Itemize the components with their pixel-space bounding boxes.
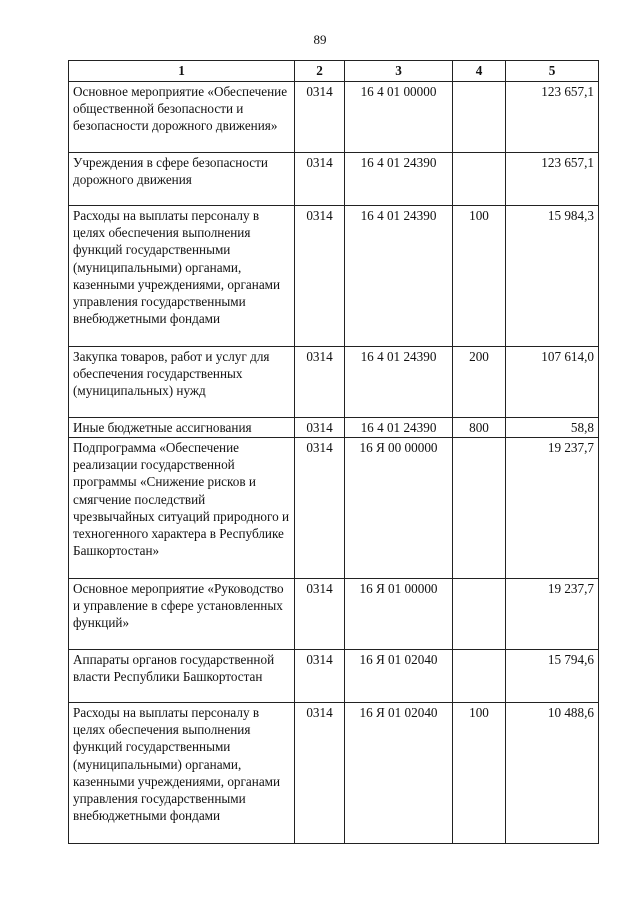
table-row	[69, 418, 599, 438]
row-name: Подпрограмма «Обеспечение реализации государственной программы «Снижение рисков и смягчение последствий чрезвычайных ситуаций природного и техногенного характера в Республике Башкортостан»	[69, 438, 295, 579]
header-col-1: 1	[69, 61, 295, 82]
row-target: 16 Я 00 00000	[345, 438, 453, 579]
header-col-5: 5	[506, 61, 599, 82]
row-amount: 123 657,1	[506, 153, 599, 206]
row-target: 16 4 01 24390	[345, 418, 453, 438]
row-target: 16 4 01 00000	[345, 82, 453, 153]
row-section: 0314	[295, 418, 345, 438]
row-expense-type	[453, 82, 506, 153]
row-target: 16 Я 01 00000	[345, 579, 453, 650]
table-row	[69, 579, 599, 650]
table-row	[69, 703, 599, 844]
row-expense-type	[453, 650, 506, 703]
header-row	[69, 61, 599, 82]
row-section: 0314	[295, 347, 345, 418]
row-section: 0314	[295, 579, 345, 650]
header-col-2: 2	[295, 61, 345, 82]
row-name: Закупка товаров, работ и услуг для обеспечения государственных (муниципальных) нужд	[69, 347, 295, 418]
row-amount: 123 657,1	[506, 82, 599, 153]
row-section: 0314	[295, 153, 345, 206]
row-name: Иные бюджетные ассигнования	[69, 418, 295, 438]
row-section: 0314	[295, 82, 345, 153]
page-number: 89	[313, 32, 327, 47]
row-section: 0314	[295, 650, 345, 703]
row-name: Расходы на выплаты персоналу в целях обеспечения выполнения функций государственными (муниципальными) органами, казенными учреждениями, органами управления государственными внебюджетными фондами	[69, 703, 295, 844]
row-expense-type	[453, 153, 506, 206]
row-target: 16 Я 01 02040	[345, 703, 453, 844]
budget-table	[68, 60, 599, 844]
row-name: Аппараты органов государственной власти Республики Башкортостан	[69, 650, 295, 703]
row-target: 16 4 01 24390	[345, 206, 453, 347]
row-section: 0314	[295, 703, 345, 844]
row-expense-type: 100	[453, 206, 506, 347]
table-row	[69, 153, 599, 206]
table-row	[69, 206, 599, 347]
table-row	[69, 82, 599, 153]
row-name: Основное мероприятие «Руководство и управление в сфере установленных функций»	[69, 579, 295, 650]
row-expense-type: 800	[453, 418, 506, 438]
table-header	[69, 61, 599, 82]
row-name: Учреждения в сфере безопасности дорожного движения	[69, 153, 295, 206]
row-amount: 19 237,7	[506, 579, 599, 650]
row-amount: 15 984,3	[506, 206, 599, 347]
row-target: 16 Я 01 02040	[345, 650, 453, 703]
row-name: Расходы на выплаты персоналу в целях обеспечения выполнения функций государственными (муниципальными) органами, казенными учреждениями, органами управления государственными внебюджетными фондами	[69, 206, 295, 347]
row-amount: 10 488,6	[506, 703, 599, 844]
row-amount: 107 614,0	[506, 347, 599, 418]
row-expense-type: 200	[453, 347, 506, 418]
header-col-4: 4	[453, 61, 506, 82]
row-expense-type	[453, 438, 506, 579]
row-section: 0314	[295, 438, 345, 579]
table-row	[69, 650, 599, 703]
row-expense-type	[453, 579, 506, 650]
row-amount: 19 237,7	[506, 438, 599, 579]
row-amount: 15 794,6	[506, 650, 599, 703]
row-target: 16 4 01 24390	[345, 153, 453, 206]
row-section: 0314	[295, 206, 345, 347]
row-target: 16 4 01 24390	[345, 347, 453, 418]
table-row	[69, 347, 599, 418]
row-expense-type: 100	[453, 703, 506, 844]
header-col-3: 3	[345, 61, 453, 82]
table-row	[69, 438, 599, 579]
row-amount: 58,8	[506, 418, 599, 438]
row-name: Основное мероприятие «Обеспечение общественной безопасности и безопасности дорожного движения»	[69, 82, 295, 153]
